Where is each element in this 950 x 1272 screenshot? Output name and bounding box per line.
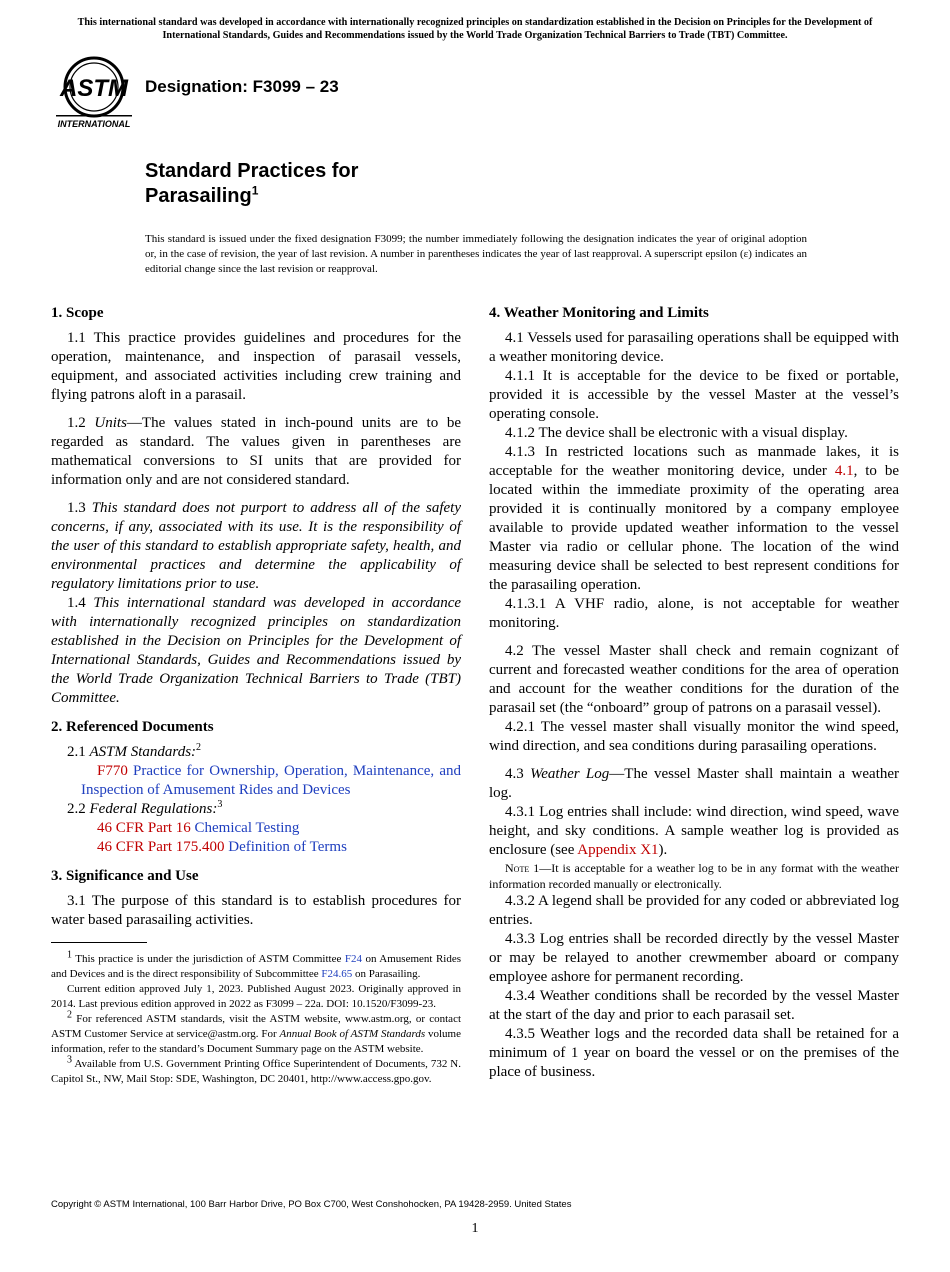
right-column xyxy=(489,304,899,1082)
title-footnote-mark: 1 xyxy=(251,183,259,198)
para-4-1-3-1: 4.1.3.1 A VHF radio, alone, is not acceptable for weather monitoring. xyxy=(489,596,899,631)
ref-cfr16-code[interactable]: 46 CFR Part 16 xyxy=(97,820,191,836)
top-notice: This international standard was developed in accordance with internationally recognized principles on standardization established in the Decision on Principles for the Development of International Standards, Guides and Recommendations issued by the World Trade Organization Technical Barriers to Trade (TBT) Committee. xyxy=(77,17,873,41)
para-1-4: 1.4 This international standard was developed in accordance with internationally recognized principles on standardization established in the Decision on Principles for the Development of International Standards, Guides and Recommendations issued by the World Trade Organization Technical Barriers to Trade (TBT) Committee. xyxy=(51,595,462,706)
astm-logo xyxy=(52,55,136,131)
ref-4-1-link[interactable]: 4.1 xyxy=(834,463,854,479)
ref-cfr-175 xyxy=(51,838,461,857)
para-4-2: 4.2 The vessel Master shall check and remain cognizant of current and forecasted weather conditions for the area of operation and account for the weather conditions for the duration of the parasail set (the “onboard” group of patrons on a parasail vessel). xyxy=(489,643,899,716)
svg-text:INTERNATIONAL: INTERNATIONAL xyxy=(57,119,131,129)
ref-cfr-16 xyxy=(51,819,461,838)
footnote-3: $^3$ Available from U.S. Government Printing Office Superintendent of Documents, 732 N. Capitol St., NW, Mail Stop: SDE, Washington, DC 20401, http://www.access.gpo.gov. xyxy=(51,1054,461,1085)
para-4-3-1: 4.3.1 Log entries shall include: wind direction, wind speed, wave height, and sky conditions. A sample weather log is provided as enclosure (see Appendix X1). xyxy=(489,804,899,858)
page-number: 1 xyxy=(471,1221,479,1236)
appendix-x1-link[interactable]: Appendix X1 xyxy=(577,842,659,858)
ref-cfr175-title-link[interactable]: Definition of Terms xyxy=(228,839,347,855)
section-4-heading: 4. Weather Monitoring and Limits xyxy=(489,305,709,321)
para-1-3: 1.3 This standard does not purport to address all of the safety concerns, if any, associated with its use. It is the responsibility of the user of this standard to establish appropriate safety, health, and environmental practices and determine the applicability of regulatory limitations prior to use. xyxy=(51,500,462,592)
link-f24-65[interactable]: F24.65 xyxy=(321,968,353,980)
svg-text:ASTM: ASTM xyxy=(60,75,128,102)
ref-cfr16-title-link[interactable]: Chemical Testing xyxy=(194,820,300,836)
standard-title xyxy=(145,159,358,209)
para-1-2: 1.2 Units—The values stated in inch-pound units are to be regarded as standard. The values given in parentheses are mathematical conversions to SI units that are provided for information only and are not considered standard. xyxy=(51,415,461,488)
astm-logo-icon xyxy=(52,55,136,131)
ref-f770 xyxy=(51,762,461,800)
copyright: Copyright © ASTM International, 100 Barr Harbor Drive, PO Box C700, West Conshohocken, PA 19428-2959. United States xyxy=(51,1199,572,1210)
left-column xyxy=(51,304,461,1087)
ref-cfr175-code[interactable]: 46 CFR Part 175.400 xyxy=(97,839,225,855)
section-3-heading: 3. Significance and Use xyxy=(51,868,199,884)
issue-note: This standard is issued under the fixed designation F3099; the number immediately following the designation indicates the year of original adoption or, in the case of revision, the year of last revision. A number in parentheses indicates the year of last reapproval. A superscript epsilon (ε) indicates an editorial change since the last revision or reapproval. xyxy=(145,233,807,276)
footnote-1-edition: Current edition approved July 1, 2023. Published August 2023. Originally approved in 2014. Last previous edition approved in 2022 as F3099 – 22a. DOI: 10.1520/F3099-23. xyxy=(51,983,461,1010)
title-line-1: Standard Practices for xyxy=(145,160,359,182)
ref-f770-title-link[interactable]: Practice for Ownership, Operation, Maintenance, and Inspection of Amusement Rides and Devices xyxy=(81,763,461,798)
para-2-1: 2.1 ASTM Standards:$^2$ xyxy=(67,742,202,760)
note-1: Note 1—It is acceptable for a weather log to be in any format with the weather information recorded manually or electronically. xyxy=(489,861,899,891)
para-4-3: 4.3 Weather Log—The vessel Master shall maintain a weather log. xyxy=(489,766,900,801)
para-4-1-2: 4.1.2 The device shall be electronic with a visual display. xyxy=(505,425,848,441)
footnote-separator xyxy=(51,942,147,943)
footnote-2: $^2$ For referenced ASTM standards, visit the ASTM website, www.astm.org, or contact ASTM Customer Service at service@astm.org. For Annual Book of ASTM Standards volume information, refer to the standard’s Document Summary page on the ASTM website. xyxy=(51,1009,462,1055)
para-4-3-5: 4.3.5 Weather logs and the recorded data shall be retained for a minimum of 1 year on board the vessel or on the premises of the place of business. xyxy=(489,1026,899,1080)
link-f24[interactable]: F24 xyxy=(344,953,362,965)
section-2-heading: 2. Referenced Documents xyxy=(51,719,214,735)
title-line-2: Parasailing$^1$ xyxy=(145,183,259,207)
designation: Designation: F3099 – 23 xyxy=(145,77,339,96)
para-4-2-1: 4.2.1 The vessel master shall visually monitor the wind speed, wind direction, and sea conditions during parasailing operations. xyxy=(489,719,899,754)
para-4-1-3: 4.1.3 In restricted locations such as manmade lakes, it is acceptable for the weather monitoring device, under 4.1, to be located within the immediate proximity of the operating area provided it is continually monitored by a company employee available to provide updated weather information to the vessel Master via radio or cellular phone. The location of the wind measuring device shall be selected to best represent conditions for the parasailing operation. xyxy=(489,444,900,593)
footnote-1: $^1$ This practice is under the jurisdiction of ASTM Committee F24 on Amusement Rides and Devices and is the direct responsibility of Subcommittee F24.65 on Parasailing. xyxy=(51,949,461,980)
para-2-2: 2.2 Federal Regulations:$^3$ xyxy=(67,799,223,817)
para-4-3-2: 4.3.2 A legend shall be provided for any coded or abbreviated log entries. xyxy=(489,893,899,928)
para-1-1: 1.1 This practice provides guidelines and procedures for the operation, maintenance, and inspection of parasail vessels, equipment, and associated activities including crew training and flying patrons aloft in a parasail. xyxy=(51,330,461,403)
para-4-1: 4.1 Vessels used for parasailing operations shall be equipped with a weather monitoring device. xyxy=(489,330,899,365)
para-3-1: 3.1 The purpose of this standard is to establish procedures for water based parasailing activities. xyxy=(51,893,461,928)
para-4-3-4: 4.3.4 Weather conditions shall be recorded by the vessel Master at the start of the day and prior to each parasail set. xyxy=(489,988,899,1023)
section-1-heading: 1. Scope xyxy=(51,305,104,321)
ref-f770-code[interactable]: F770 xyxy=(97,763,128,779)
para-4-3-3: 4.3.3 Log entries shall be recorded directly by the vessel Master or may be relayed to another crewmember aboard or company employee ashore for permanent recording. xyxy=(489,931,899,985)
para-4-1-1: 4.1.1 It is acceptable for the device to be fixed or portable, provided it is accessible by the vessel Master at the vessel’s operating console. xyxy=(489,368,899,422)
